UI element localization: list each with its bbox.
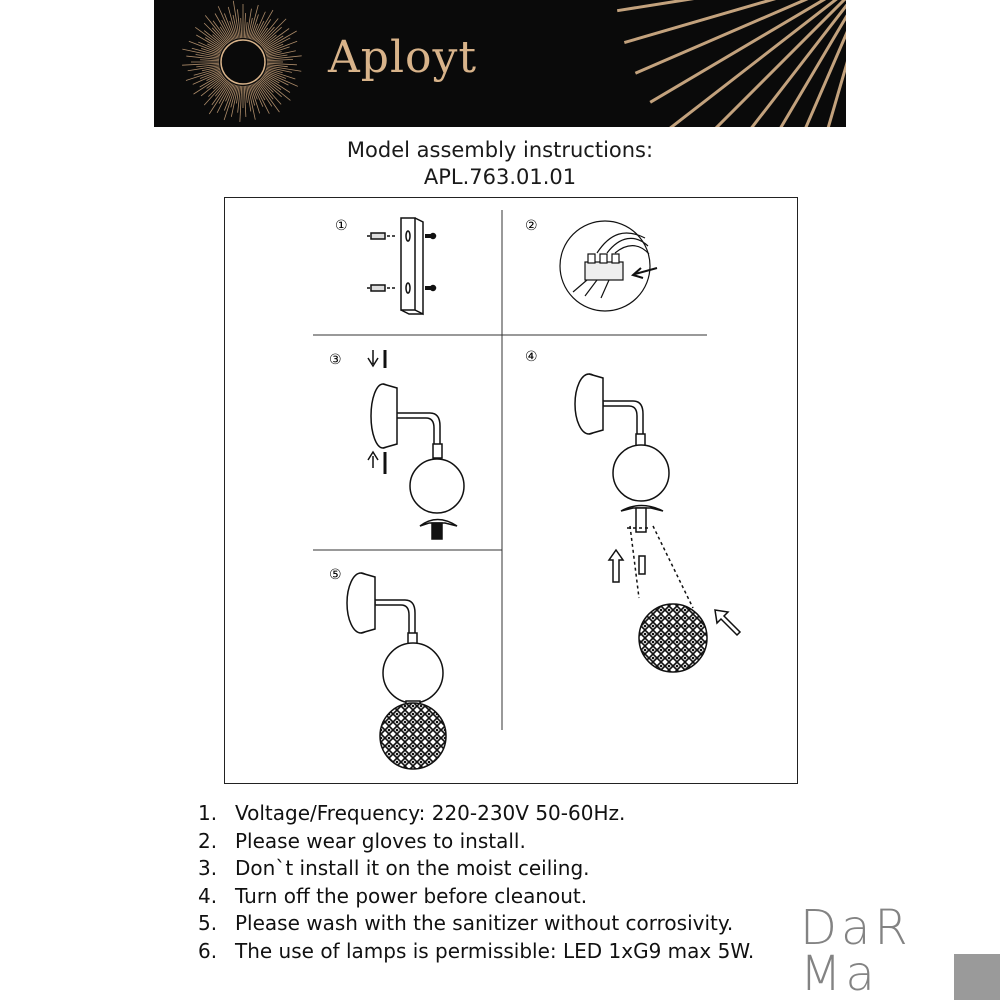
step-4-sconce-drawing xyxy=(575,374,740,672)
list-item xyxy=(198,855,754,883)
note-text: Don`t install it on the moist ceiling. xyxy=(235,856,590,880)
list-item xyxy=(198,800,754,828)
note-text: Turn off the power before cleanout. xyxy=(235,883,588,908)
step-2-label: ② xyxy=(525,218,538,234)
watermark-logo xyxy=(800,900,1000,1000)
step-3-sconce-drawing xyxy=(368,350,464,539)
watermark-line-2: Ma xyxy=(800,946,879,1002)
step-5-sconce-drawing xyxy=(347,573,446,769)
note-text: Please wear gloves to install. xyxy=(235,828,526,853)
step-4-label: ④ xyxy=(525,349,538,365)
list-item xyxy=(198,883,754,911)
step-5-label: ⑤ xyxy=(329,567,342,583)
brand-banner xyxy=(154,0,846,127)
note-number: 5. xyxy=(198,911,218,935)
wiring-terminal-drawing xyxy=(560,221,657,311)
list-item xyxy=(198,938,754,966)
sunburst-graphic xyxy=(154,0,846,127)
note-number: 4. xyxy=(198,883,218,908)
step-3-label: ③ xyxy=(329,352,342,368)
list-item xyxy=(198,910,754,938)
step-1-label: ① xyxy=(335,218,348,234)
mounting-bracket-drawing xyxy=(367,218,436,314)
model-number: APL.763.01.01 xyxy=(423,165,577,189)
watermark-block xyxy=(954,954,1000,1000)
note-number: 3. xyxy=(198,856,218,880)
note-number: 6. xyxy=(198,938,218,963)
note-number: 2. xyxy=(198,828,218,853)
watermark-line-1: DaR xyxy=(800,900,912,956)
assembly-diagram xyxy=(224,197,798,784)
assembly-drawings xyxy=(225,198,799,785)
note-text: The use of lamps is permissible: LED 1xG9 max 5W. xyxy=(235,938,755,963)
brand-logo-text: Aployt xyxy=(328,32,478,83)
note-number: 1. xyxy=(198,801,218,825)
instructions-title: Model assembly instructions: xyxy=(346,138,654,162)
note-text: Please wash with the sanitizer without corrosivity. xyxy=(235,911,734,935)
list-item xyxy=(198,828,754,856)
note-text: Voltage/Frequency: 220-230V 50-60Hz. xyxy=(235,801,626,825)
safety-notes-list xyxy=(198,800,754,965)
